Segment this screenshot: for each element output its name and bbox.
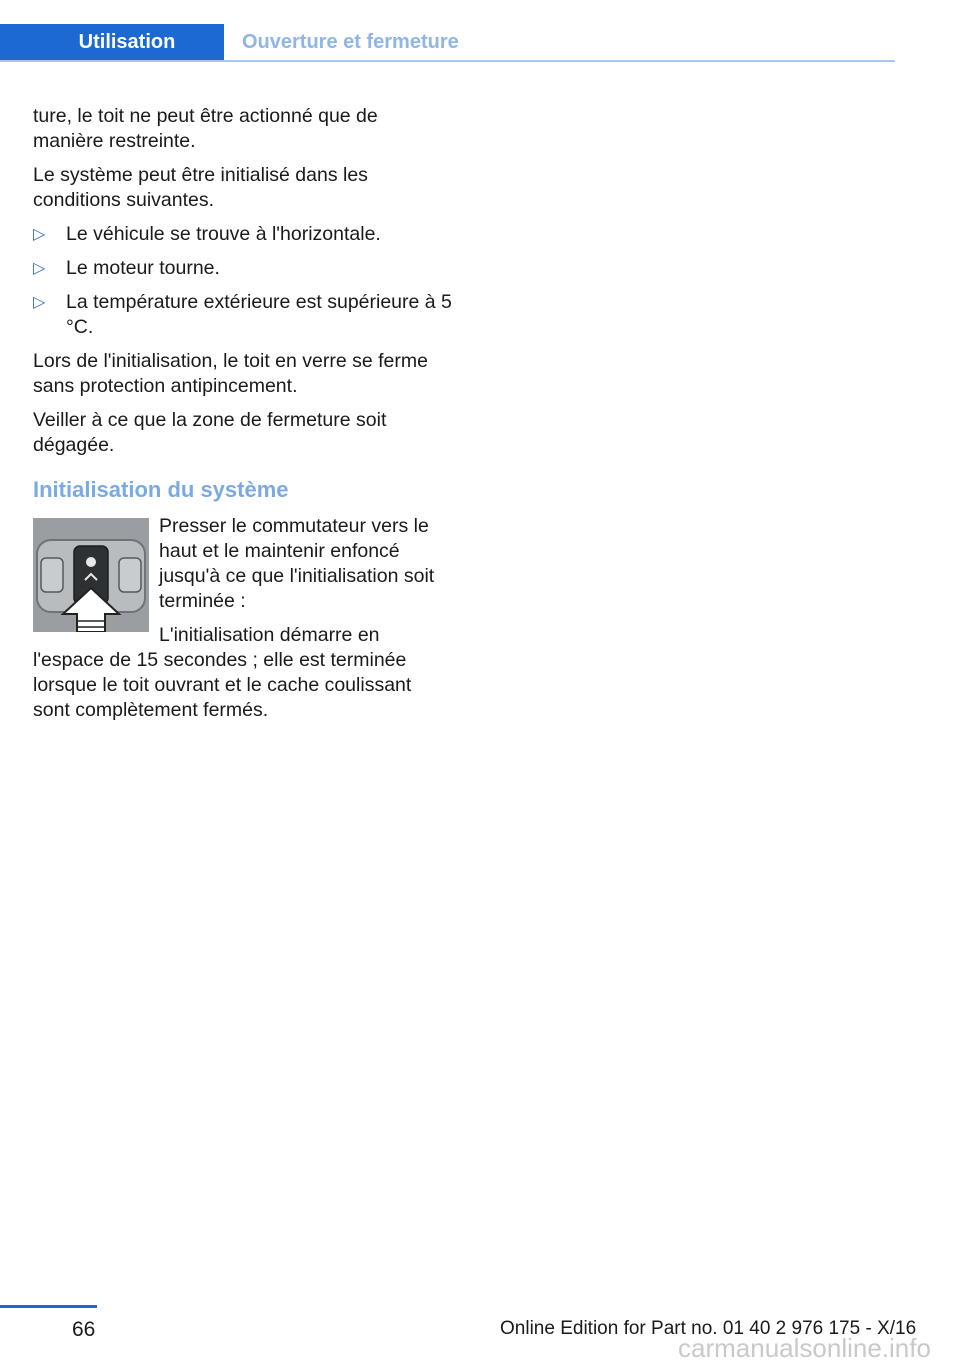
page-number: 66 [72, 1318, 96, 1341]
edition-info: Online Edition for Part no. 01 40 2 976 175 - X/16 [500, 1318, 917, 1339]
footer-divider [0, 1305, 97, 1308]
paragraph-6: L'initialisation démarre en l'espace de 15 secondes ; elle est terminée lorsque le toit ouvrant et le cache coulissant sont complètement fermés. [33, 624, 412, 721]
triangle-bullet-icon: ▷ [33, 294, 46, 311]
watermark: carmanualsonline.info [678, 1333, 931, 1363]
paragraph-5: Presser le commutateur vers le haut et le maintenir enfoncé jusqu'à ce que l'initialisation soit terminée : [159, 515, 435, 612]
section-tab: Ouverture et fermeture [242, 31, 459, 53]
chapter-tab: Utilisation [0, 24, 224, 61]
triangle-bullet-icon: ▷ [33, 260, 46, 277]
paragraph-4: Veiller à ce que la zone de fermeture soit dégagée. [33, 409, 387, 456]
paragraph-2: Le système peut être initialisé dans les conditions suivantes. [33, 164, 368, 211]
header-divider [0, 60, 895, 62]
roof-switch-illustration [33, 518, 149, 632]
list-item [33, 256, 453, 281]
switch-arrow-icon [33, 518, 149, 632]
triangle-bullet-icon: ▷ [33, 226, 46, 243]
list-item [33, 222, 453, 247]
conditions-list [33, 222, 453, 340]
section-heading: Initialisation du système [33, 477, 289, 502]
list-item-text: Le moteur tourne. [66, 257, 220, 279]
main-content [33, 104, 453, 732]
list-item-text: Le véhicule se trouve à l'horizontale. [66, 223, 381, 245]
list-item [33, 290, 453, 340]
page-header [0, 0, 895, 62]
paragraph-1: ture, le toit ne peut être actionné que de manière restreinte. [33, 105, 378, 152]
paragraph-3: Lors de l'initialisation, le toit en verre se ferme sans protection antipincement. [33, 350, 428, 397]
list-item-text: La température extérieure est supérieure à 5 °C. [66, 291, 452, 338]
